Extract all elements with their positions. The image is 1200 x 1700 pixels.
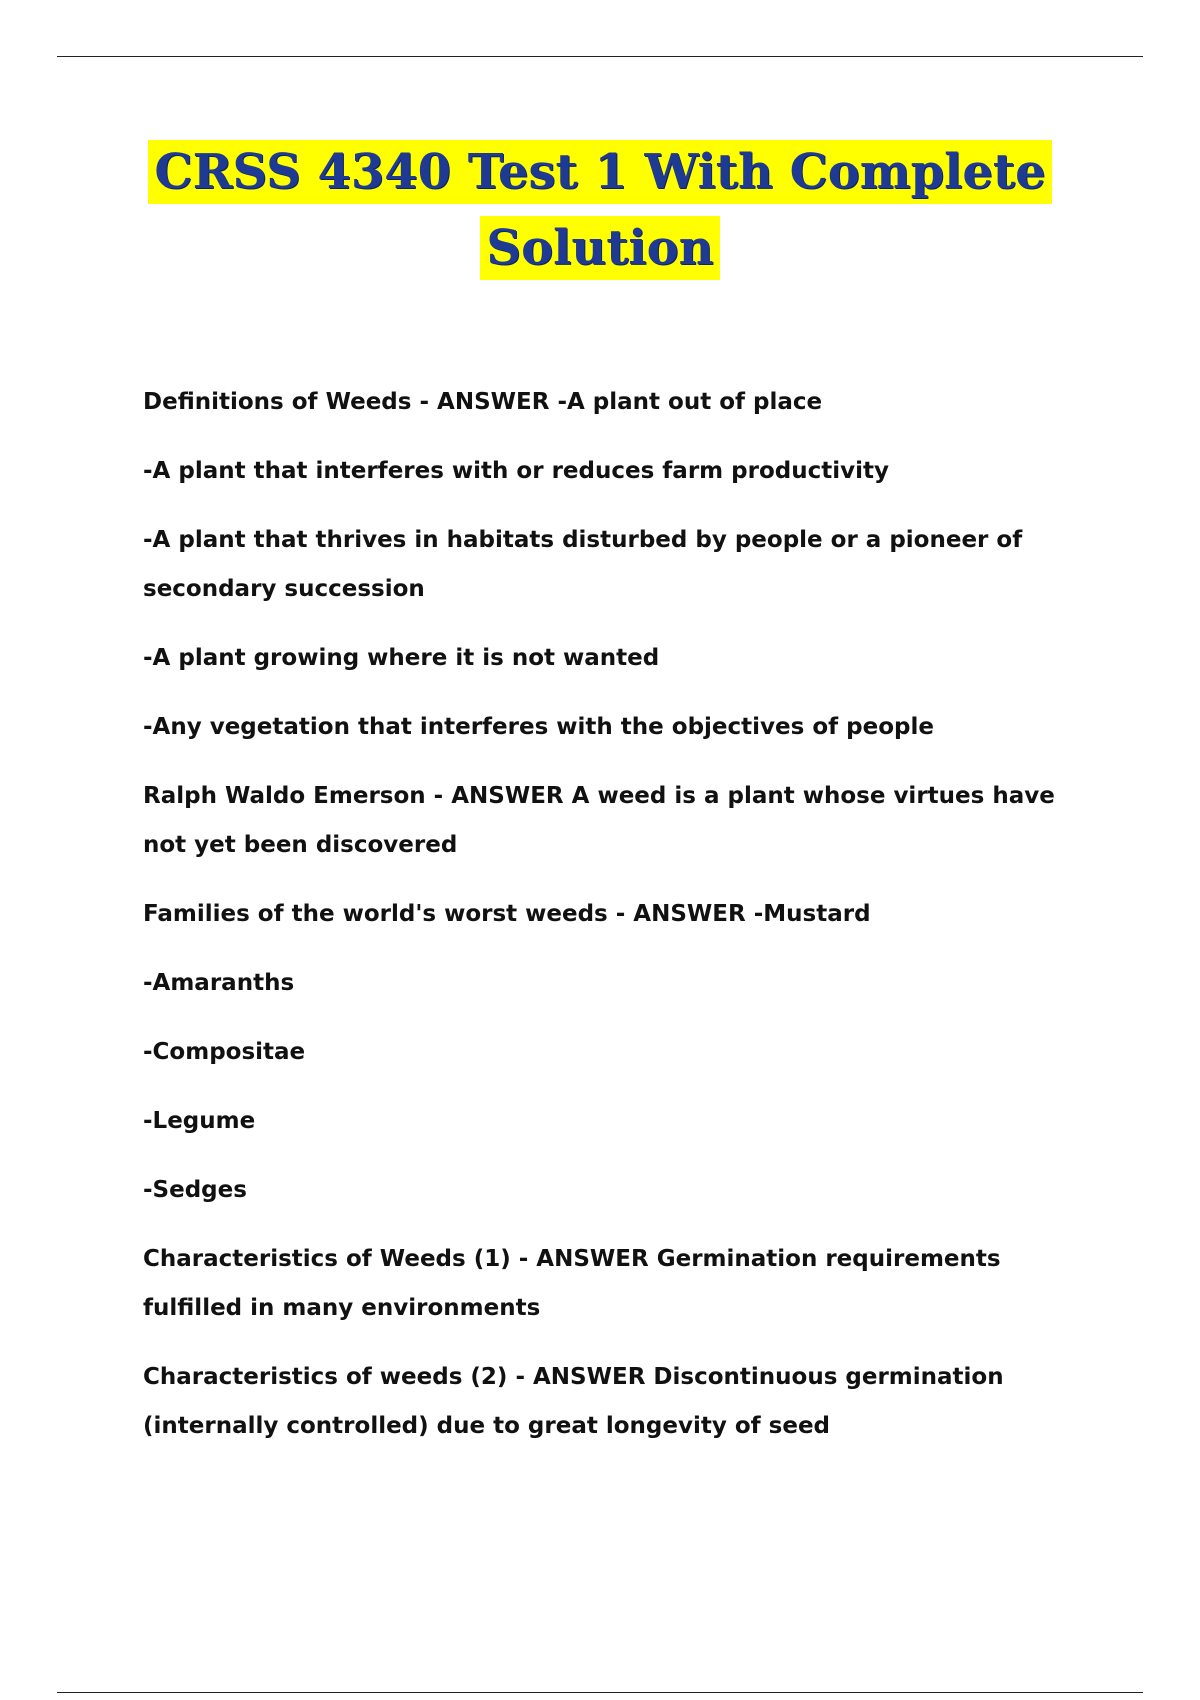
title-line-1: CRSS 4340 Test 1 With Complete <box>148 140 1051 204</box>
paragraph: -Amaranths <box>143 970 295 996</box>
paragraph: -A plant that interferes with or reduces farm productivity <box>143 458 889 484</box>
paragraph: Ralph Waldo Emerson - ANSWER A weed is a plant whose virtues have not yet been discovered <box>143 783 1055 858</box>
paragraph: -Any vegetation that interferes with the objectives of people <box>143 714 934 740</box>
document-body <box>143 378 1093 1471</box>
top-rule <box>57 56 1143 57</box>
paragraph: Definitions of Weeds - ANSWER -A plant out of place <box>143 389 823 415</box>
paragraph: Characteristics of weeds (2) - ANSWER Discontinuous germination (internally controlled) due to great longevity of seed <box>143 1364 1004 1439</box>
paragraph: Characteristics of Weeds (1) - ANSWER Germination requirements fulfilled in many environments <box>143 1246 1001 1321</box>
document-title <box>0 140 1200 280</box>
paragraph: -A plant that thrives in habitats disturbed by people or a pioneer of secondary succession <box>143 527 1023 602</box>
title-line-2: Solution <box>480 216 719 280</box>
paragraph: -A plant growing where it is not wanted <box>143 645 660 671</box>
paragraph: -Sedges <box>143 1177 247 1203</box>
paragraph: Families of the world's worst weeds - ANSWER -Mustard <box>143 901 871 927</box>
bottom-rule <box>57 1692 1143 1693</box>
paragraph: -Compositae <box>143 1039 306 1065</box>
paragraph: -Legume <box>143 1108 256 1134</box>
